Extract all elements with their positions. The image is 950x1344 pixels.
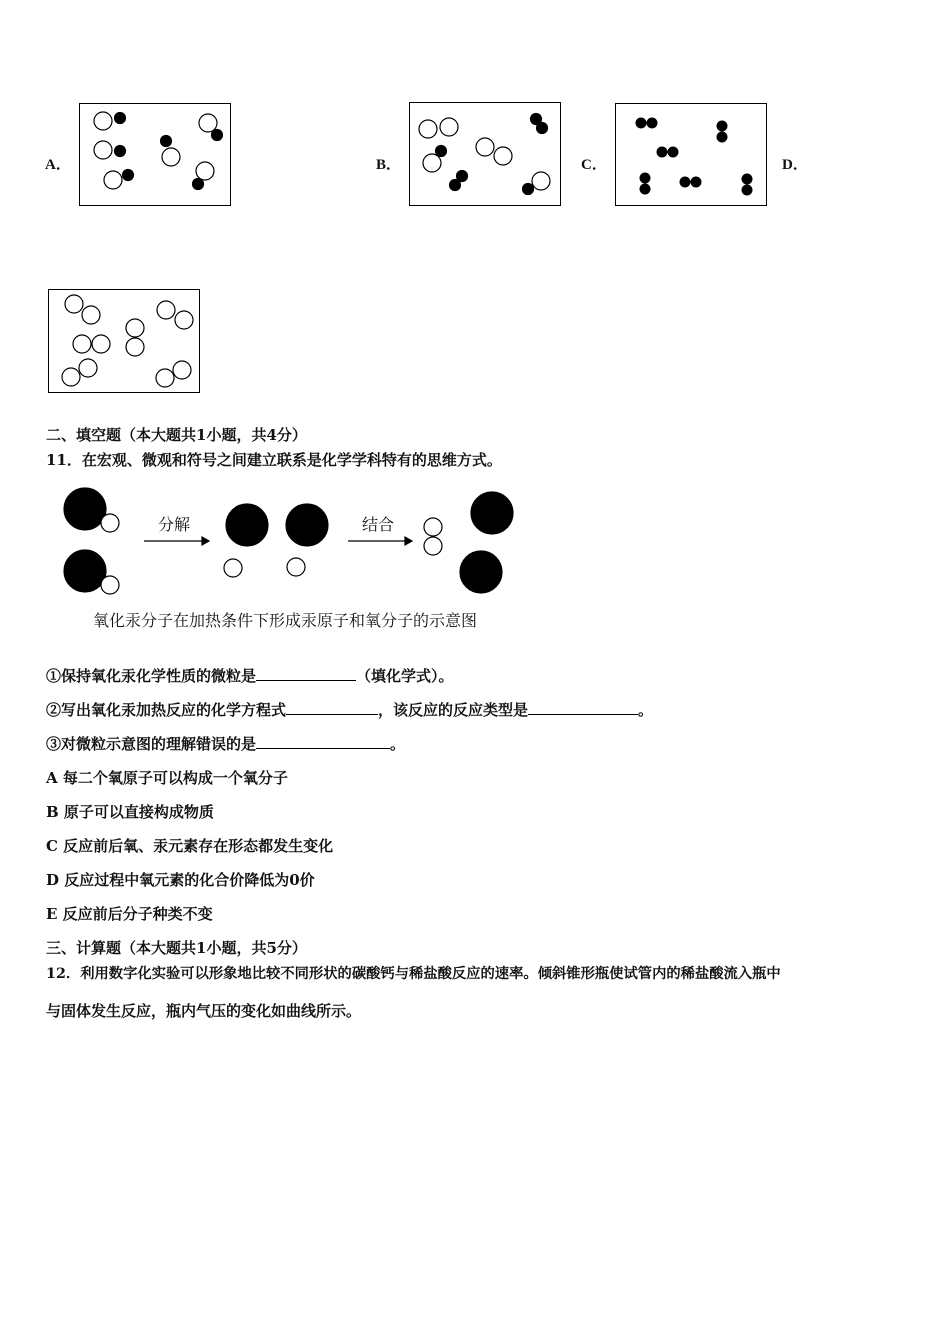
arrow-label-combine: 结合 bbox=[362, 515, 395, 534]
choice-b: B 原子可以直接构成物质 bbox=[46, 803, 214, 821]
particle-diagram-d bbox=[49, 290, 201, 394]
answer-blank-2b[interactable] bbox=[528, 700, 638, 715]
section-3-heading: 三、计算题（本大题共1小题，共5分） bbox=[46, 939, 307, 957]
answer-blank-1[interactable] bbox=[256, 666, 356, 681]
option-label-a: A． bbox=[45, 157, 71, 173]
sub-question-2 bbox=[46, 699, 653, 720]
option-label-b: B． bbox=[376, 157, 402, 173]
sub-question-1-text: ①保持氧化汞化学性质的微粒是 bbox=[46, 667, 257, 685]
choice-a: A 每二个氧原子可以构成一个氧分子 bbox=[46, 769, 288, 787]
mercury-oxide-reaction-diagram bbox=[55, 480, 525, 605]
option-label-c: C． bbox=[581, 157, 607, 173]
choice-c: C 反应前后氧、汞元素存在形态都发生变化 bbox=[46, 837, 334, 855]
particle-box-d bbox=[48, 289, 200, 393]
sub-question-1 bbox=[46, 665, 454, 686]
sub-question-3-text: ③对微粒示意图的理解错误的是 bbox=[46, 735, 257, 753]
arrow-label-decompose: 分解 bbox=[158, 515, 191, 534]
sub-question-3-suffix: 。 bbox=[390, 735, 406, 753]
choice-d: D 反应过程中氧元素的化合价降低为0价 bbox=[46, 871, 315, 889]
answer-blank-3[interactable] bbox=[256, 734, 390, 749]
particle-box-b bbox=[409, 102, 561, 206]
particle-diagram-b bbox=[410, 103, 562, 207]
section-2-heading: 二、填空题（本大题共1小题，共4分） bbox=[46, 426, 307, 444]
particle-box-c bbox=[615, 103, 767, 206]
choice-e: E 反应前后分子种类不变 bbox=[46, 905, 213, 923]
particle-box-a bbox=[79, 103, 231, 206]
particle-diagram-a bbox=[80, 104, 232, 207]
question-12-line-2: 与固体发生反应，瓶内气压的变化如曲线所示。 bbox=[46, 1002, 362, 1020]
answer-blank-2a[interactable] bbox=[286, 700, 378, 715]
sub-question-1-suffix: （填化学式）。 bbox=[356, 667, 454, 685]
particle-diagram-c bbox=[616, 104, 768, 207]
question-12-line-1: 12．利用数字化实验可以形象地比较不同形状的碳酸钙与稀盐酸反应的速率。倾斜锥形瓶使试管内的稀盐酸流入瓶中 bbox=[46, 966, 781, 982]
sub-question-3 bbox=[46, 733, 405, 754]
sub-question-2-suffix: 。 bbox=[638, 701, 654, 719]
question-11-stem: 11．在宏观、微观和符号之间建立联系是化学学科特有的思维方式。 bbox=[46, 451, 502, 469]
diagram-caption: 氧化汞分子在加热条件下形成汞原子和氧分子的示意图 bbox=[93, 611, 478, 630]
option-label-d: D． bbox=[782, 157, 808, 173]
sub-question-2-mid: ，该反应的反应类型是 bbox=[378, 701, 529, 719]
sub-question-2-text: ②写出氧化汞加热反应的化学方程式 bbox=[46, 701, 287, 719]
